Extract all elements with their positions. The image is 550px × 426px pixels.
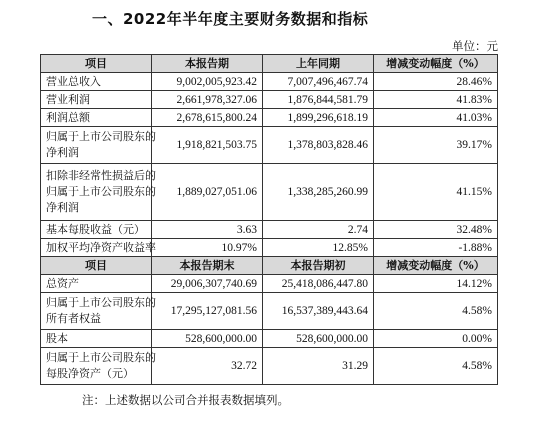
- row-label: 基本每股收益（元）: [41, 221, 152, 239]
- row-label: 营业利润: [41, 91, 152, 109]
- footnote: 注：上述数据以公司合并报表数据填列。: [82, 393, 289, 407]
- row-label-line: 所有者权益: [46, 312, 101, 325]
- change-value: 39.17%: [374, 127, 498, 164]
- current-value: 2,661,978,327.06: [152, 91, 263, 109]
- current-value: 1,889,027,051.06: [152, 164, 263, 221]
- row-label-line: 归属于上市公司股东的: [46, 185, 156, 198]
- change-value: 41.03%: [374, 109, 498, 127]
- change-value: -1.88%: [374, 239, 498, 257]
- table-row: [41, 73, 498, 91]
- previous-value: 528,600,000.00: [263, 330, 374, 348]
- header-previous: 上年同期: [263, 55, 374, 73]
- table-row: [41, 330, 498, 348]
- header-item: 项目: [41, 55, 152, 73]
- row-label-line: 归属于上市公司股东的: [46, 130, 156, 143]
- row-label-line: 净利润: [46, 146, 79, 159]
- previous-value: 1,378,803,828.46: [263, 127, 374, 164]
- unit-label: 单位：元: [452, 39, 498, 53]
- table-row: [41, 221, 498, 239]
- table-header-row: [41, 55, 498, 73]
- previous-value: 7,007,496,467.74: [263, 73, 374, 91]
- previous-value: 1,899,296,618.19: [263, 109, 374, 127]
- table-row: [41, 348, 498, 385]
- row-label-line: 净利润: [46, 201, 79, 214]
- previous-value: 16,537,389,443.64: [263, 293, 374, 330]
- table-row: [41, 293, 498, 330]
- previous-value: 25,418,086,447.80: [263, 275, 374, 293]
- current-value: 528,600,000.00: [152, 330, 263, 348]
- header-current: 本报告期末: [152, 257, 263, 275]
- current-value: 2,678,615,800.24: [152, 109, 263, 127]
- table-row: [41, 275, 498, 293]
- current-value: 9,002,005,923.42: [152, 73, 263, 91]
- change-value: 28.46%: [374, 73, 498, 91]
- row-label-line: 每股净资产（元）: [46, 367, 134, 380]
- table-row: [41, 127, 498, 164]
- change-value: 4.58%: [374, 293, 498, 330]
- row-label: [41, 164, 156, 221]
- previous-value: 1,876,844,581.79: [263, 91, 374, 109]
- current-value: 3.63: [152, 221, 263, 239]
- header-item: 项目: [41, 257, 152, 275]
- table-row: [41, 239, 498, 257]
- previous-value: 1,338,285,260.99: [263, 164, 374, 221]
- change-value: 41.15%: [374, 164, 498, 221]
- table-header-row: [41, 257, 498, 275]
- previous-value: 12.85%: [263, 239, 374, 257]
- current-value: 17,295,127,081.56: [152, 293, 263, 330]
- row-label: 加权平均净资产收益率: [41, 239, 152, 257]
- row-label: 总资产: [41, 275, 152, 293]
- current-value: 1,918,821,503.75: [152, 127, 263, 164]
- row-label: 股本: [41, 330, 152, 348]
- header-change: 增减变动幅度（%）: [374, 55, 498, 73]
- current-value: 32.72: [152, 348, 263, 385]
- change-value: 14.12%: [374, 275, 498, 293]
- change-value: 4.58%: [374, 348, 498, 385]
- header-previous: 本报告期初: [263, 257, 374, 275]
- previous-value: 31.29: [263, 348, 374, 385]
- row-label-line: 归属于上市公司股东的: [46, 351, 156, 364]
- row-label: 利润总额: [41, 109, 152, 127]
- row-label: 营业总收入: [41, 73, 152, 91]
- header-current: 本报告期: [152, 55, 263, 73]
- current-value: 10.97%: [152, 239, 263, 257]
- header-change: 增减变动幅度（%）: [374, 257, 498, 275]
- change-value: 0.00%: [374, 330, 498, 348]
- financial-table: [40, 54, 498, 385]
- change-value: 32.48%: [374, 221, 498, 239]
- row-label-line: 扣除非经常性损益后的: [46, 169, 156, 182]
- table-row: [41, 91, 498, 109]
- change-value: 41.83%: [374, 91, 498, 109]
- current-value: 29,006,307,740.69: [152, 275, 263, 293]
- row-label: [41, 293, 156, 330]
- section-title: 一、2022年半年度主要财务数据和指标: [92, 10, 369, 28]
- row-label: [41, 127, 156, 164]
- table-row: [41, 109, 498, 127]
- row-label: [41, 348, 156, 385]
- previous-value: 2.74: [263, 221, 374, 239]
- row-label-line: 归属于上市公司股东的: [46, 296, 156, 309]
- table-row: [41, 164, 498, 221]
